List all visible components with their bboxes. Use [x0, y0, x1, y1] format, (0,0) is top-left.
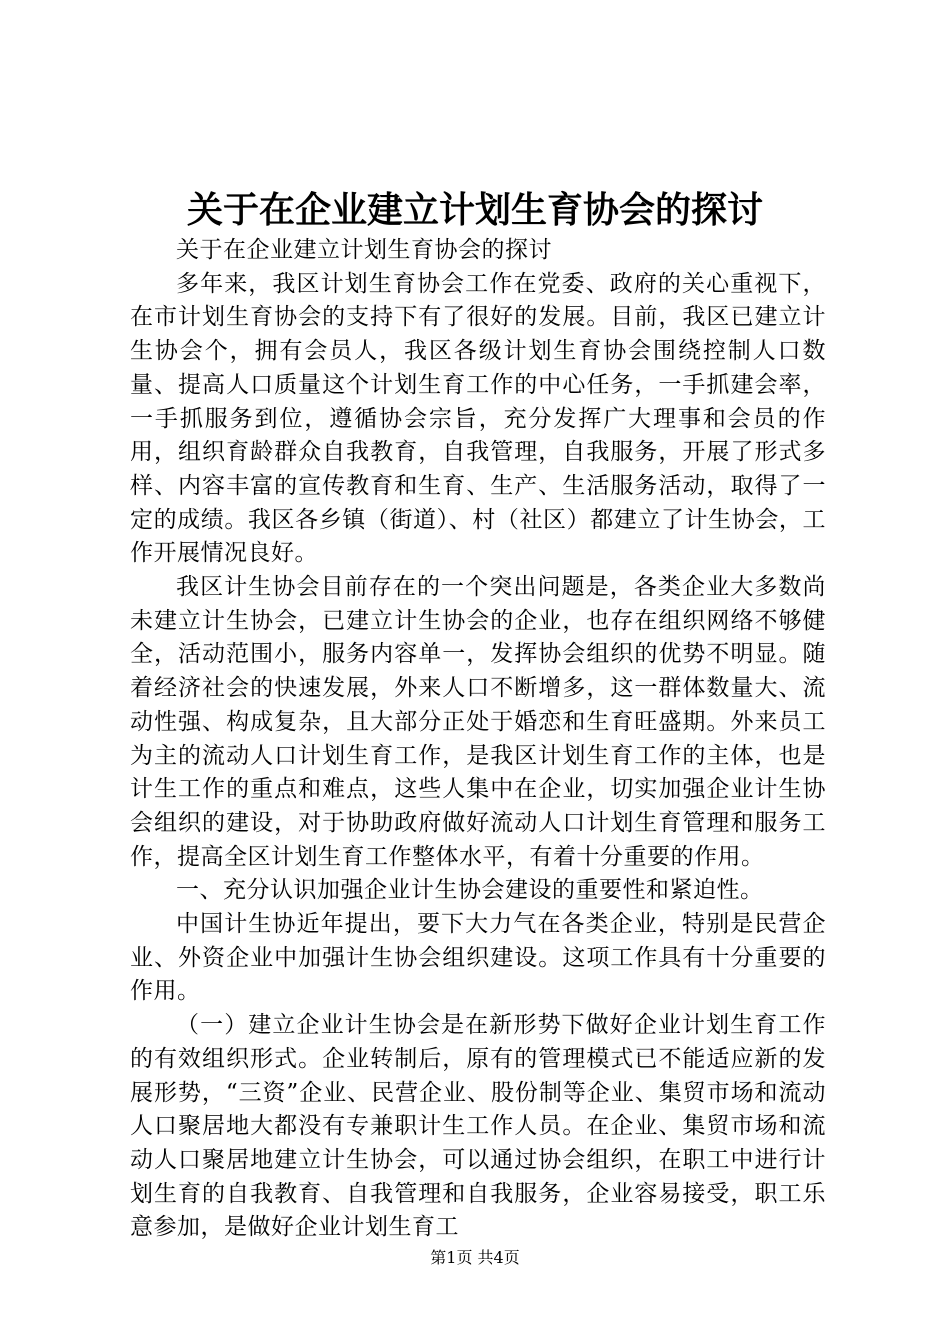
section-heading: 一、充分认识加强企业计生协会建设的重要性和紧迫性。 [176, 877, 764, 904]
document-body [130, 234, 826, 1245]
paragraph: （一）建立企业计生协会是在新形势下做好企业计划生育工作的有效组织形式。企业转制后，原有的管理模式已不能适应新的发展形势，“三资”企业、民营企业、股份制等企业、集贸市场和流动人口聚居地大都没有专兼职计生工作人员。在企业、集贸市场和流动人口聚居地建立计生协会，可以通过协会组织，在职工中进行计划生育的自我教育、自我管理和自我服务，企业容易接受，职工乐意参加，是做好企业计划生育工 [130, 1012, 826, 1241]
page-footer: 第1页 共4页 [430, 1248, 520, 1267]
paragraph: 中国计生协近年提出，要下大力气在各类企业，特别是民营企业、外资企业中加强计生协会组织建设。这项工作具有十分重要的作用。 [130, 911, 826, 1005]
paragraph: 我区计生协会目前存在的一个突出问题是，各类企业大多数尚未建立计生协会，已建立计生协会的企业，也存在组织网络不够健全，活动范围小，服务内容单一，发挥协会组织的优势不明显。随着经济社会的快速发展，外来人口不断增多，这一群体数量大、流动性强、构成复杂，且大部分正处于婚恋和生育旺盛期。外来员工为主的流动人口计划生育工作，是我区计划生育工作的主体，也是计生工作的重点和难点，这些人集中在企业，切实加强企业计生协会组织的建设，对于协助政府做好流动人口计划生育管理和服务工作，提高全区计划生育工作整体水平，有着十分重要的作用。 [130, 574, 826, 870]
document-title: 关于在企业建立计划生育协会的探讨 [186, 189, 763, 231]
paragraph-subtitle: 关于在企业建立计划生育协会的探讨 [176, 237, 552, 263]
paragraph: 多年来，我区计划生育协会工作在党委、政府的关心重视下，在市计划生育协会的支持下有了很好的发展。目前，我区已建立计生协会个，拥有会员人，我区各级计划生育协会围绕控制人口数量、提高人口质量这个计划生育工作的中心任务，一手抓建会率，一手抓服务到位，遵循协会宗旨，充分发挥广大理事和会员的作用，组织育龄群众自我教育，自我管理，自我服务，开展了形式多样、内容丰富的宣传教育和生育、生产、生活服务活动，取得了一定的成绩。我区各乡镇（街道）、村（社区）都建立了计生协会，工作开展情况良好。 [130, 270, 826, 567]
